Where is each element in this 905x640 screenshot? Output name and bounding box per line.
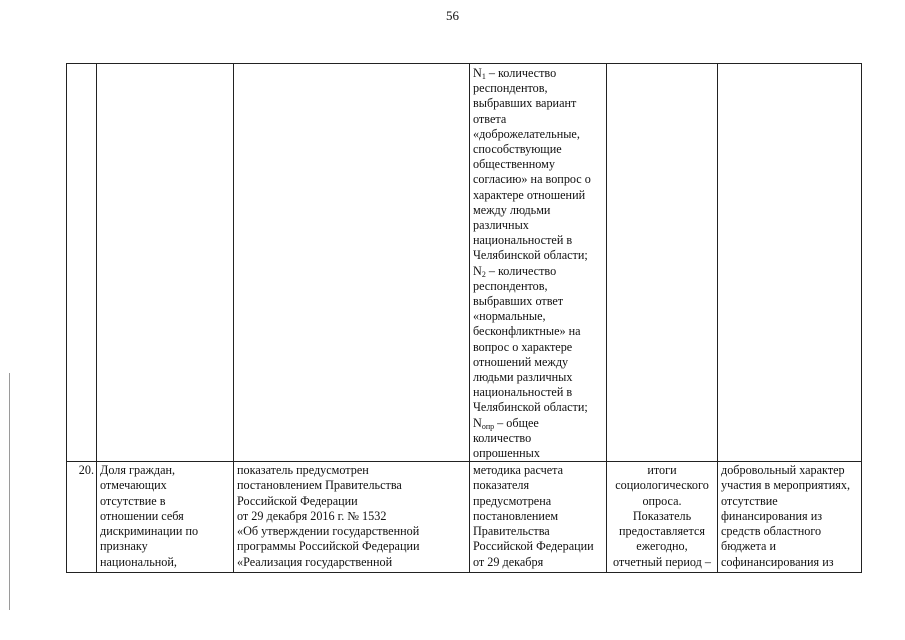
- formula-line: согласию» на вопрос о: [473, 172, 591, 187]
- text-line: отсутствие: [721, 493, 778, 508]
- formula-line: способствующие: [473, 142, 562, 157]
- text-line: признаку: [100, 539, 148, 554]
- formula-line: различных: [473, 218, 529, 233]
- text-line: средств областного: [721, 524, 822, 539]
- formula-line: респондентов,: [473, 278, 548, 293]
- formula-line: характере отношений: [473, 187, 586, 202]
- text-line: социологического: [615, 478, 709, 493]
- text-line: отмечающих: [100, 478, 167, 493]
- text-line: предоставляется: [619, 524, 705, 539]
- text-line: бюджета и: [721, 539, 777, 554]
- text-line: дискриминации по: [100, 524, 199, 539]
- variable-subscript: 1: [481, 72, 486, 81]
- text-line: Показатель: [632, 508, 692, 523]
- formula-line: отношений между: [473, 354, 569, 369]
- text-line: постановлением: [473, 508, 559, 523]
- text-line: софинансирования из: [721, 554, 834, 569]
- table-row-20: [67, 462, 862, 573]
- formula-line: национальностей в: [473, 385, 573, 400]
- text-line: итоги: [647, 463, 677, 478]
- formula-line: вопрос о характере: [473, 339, 573, 354]
- influencing-factors: [718, 462, 862, 573]
- formula-line: общественному: [473, 157, 555, 172]
- text-line: программы Российской Федерации: [237, 539, 420, 554]
- cell-number: [67, 64, 97, 462]
- formula-line: $N_1$ – количество: [473, 66, 557, 81]
- calculation-method: [470, 462, 607, 573]
- indicator-table: [66, 63, 862, 573]
- formula-line: $N_{опр}$ – общее: [473, 415, 539, 431]
- text-line: «Реализация государственной: [237, 554, 393, 569]
- text-line: национальной,: [100, 554, 177, 569]
- scan-margin-line: [9, 373, 10, 610]
- data-source: [607, 462, 718, 573]
- formula-line: Челябинской области;: [473, 248, 588, 263]
- page-number: 56: [446, 8, 459, 23]
- text-line: показателя: [473, 478, 530, 493]
- text-line: отношении себя: [100, 508, 184, 523]
- text-line: финансирования из: [721, 508, 823, 523]
- formula-line: национальностей в: [473, 233, 573, 248]
- variable-subscript: 2: [481, 269, 486, 279]
- cell-basis: [234, 64, 470, 462]
- cell-factors: [718, 64, 862, 462]
- text-line: добровольный характер: [721, 463, 845, 478]
- formula-line: ответа: [473, 111, 507, 126]
- cell-method: [470, 64, 607, 462]
- formula-line: Челябинской области;: [473, 400, 588, 415]
- text-line: Российской Федерации: [473, 539, 594, 554]
- formula-description: [473, 66, 603, 461]
- formula-line: «доброжелательные,: [473, 126, 580, 141]
- text-line: «Об утверждении государственной: [237, 524, 420, 539]
- row-number: 20.: [67, 462, 97, 573]
- text-line: показатель предусмотрен: [237, 463, 369, 478]
- formula-line: количество: [473, 430, 532, 445]
- text-line: отчетный период –: [612, 554, 712, 569]
- text-line: Доля граждан,: [100, 463, 176, 478]
- text-line: от 29 декабря 2016 г. № 1532: [237, 508, 387, 523]
- text-line: от 29 декабря: [473, 554, 544, 569]
- formula-line: выбравших ответ: [473, 294, 564, 309]
- text-line: предусмотрена: [473, 493, 552, 508]
- cell-indicator: [97, 64, 234, 462]
- formula-line: $N_2$ – количество: [473, 263, 557, 279]
- text-line: постановлением Правительства: [237, 478, 402, 493]
- table-row-continued: [67, 64, 862, 462]
- cell-source: [607, 64, 718, 462]
- text-line: методика расчета: [473, 463, 564, 478]
- formula-line: между людьми: [473, 202, 551, 217]
- formula-line: респондентов,: [473, 81, 548, 96]
- formula-line: бесконфликтные» на: [473, 324, 581, 339]
- text-line: Правительства: [473, 524, 550, 539]
- text-line: Российской Федерации: [237, 493, 358, 508]
- text-line: отсутствие в: [100, 493, 166, 508]
- indicator-basis: [234, 462, 470, 573]
- formula-line: опрошенных: [473, 446, 540, 461]
- formula-line: выбравших вариант: [473, 96, 577, 111]
- indicator-name: [97, 462, 234, 573]
- text-line: ежегодно,: [636, 539, 688, 554]
- text-line: опроса.: [642, 493, 682, 508]
- formula-line: людьми различных: [473, 370, 573, 385]
- formula-line: «нормальные,: [473, 309, 546, 324]
- text-line: участия в мероприятиях,: [721, 478, 850, 493]
- variable-subscript: опр: [481, 421, 495, 431]
